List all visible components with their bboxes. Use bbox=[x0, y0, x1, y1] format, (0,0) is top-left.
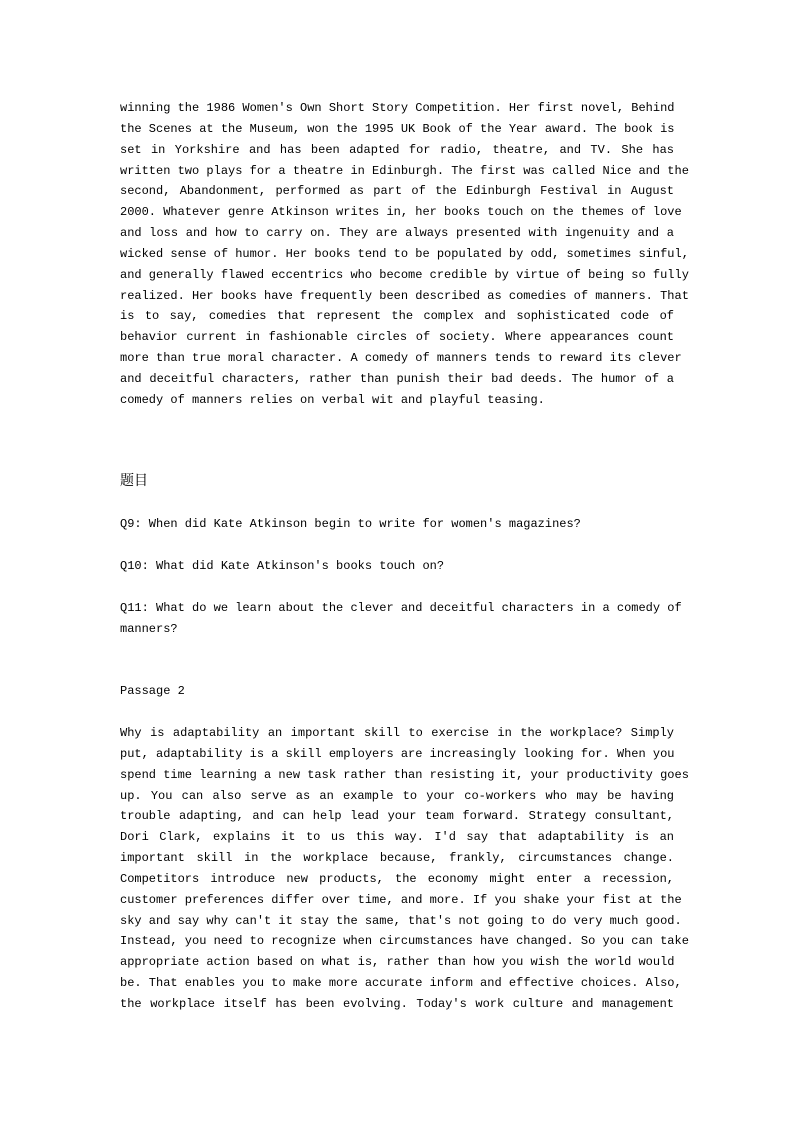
passage-2-title bbox=[120, 681, 674, 702]
text-line: and generally flawed eccentrics who become credible by virtue of being so fully bbox=[120, 267, 689, 282]
text-line: sky and say why can't it stay the same, that's not going to do very much good. bbox=[120, 913, 682, 928]
question-q9 bbox=[120, 514, 674, 535]
question-text: manners? bbox=[120, 621, 178, 636]
text-line: spend time learning a new task rather than resisting it, your productivity goes bbox=[120, 767, 689, 782]
text-line: up. You can also serve as an example to your co-workers who may be having bbox=[120, 788, 674, 803]
text-line: wicked sense of humor. Her books tend to be populated by odd, sometimes sinful, bbox=[120, 246, 689, 261]
text-line: Why is adaptability an important skill to exercise in the workplace? Simply bbox=[120, 726, 674, 740]
question-text: Q11: What do we learn about the clever and deceitful characters in a comedy of bbox=[120, 601, 682, 615]
text-line: trouble adapting, and can help lead your team forward. Strategy consultant, bbox=[120, 809, 674, 824]
text-line: Instead, you need to recognize when circumstances have changed. So you can take bbox=[120, 934, 689, 949]
text-line: written two plays for a theatre in Edinburgh. The first was called Nice and the bbox=[120, 163, 689, 178]
passage-1-body bbox=[120, 98, 689, 411]
text-line: set in Yorkshire and has been adapted for radio, theatre, and TV. She has bbox=[120, 142, 674, 157]
text-line: Dori Clark, explains it to us this way. I'd say that adaptability is an bbox=[120, 830, 674, 845]
text-line: comedy of manners relies on verbal wit and playful teasing. bbox=[120, 392, 545, 407]
question-q11 bbox=[120, 598, 682, 640]
text-line: Competitors introduce new products, the economy might enter a recession, bbox=[120, 871, 674, 886]
question-text: Q10: What did Kate Atkinson's books touch on? bbox=[120, 559, 445, 573]
text-line: the workplace itself has been evolving. Today's work culture and management bbox=[120, 996, 674, 1011]
text-line: be. That enables you to make more accurate inform and effective choices. Also, bbox=[120, 976, 682, 991]
passage-title: Passage 2 bbox=[120, 684, 185, 698]
question-q10 bbox=[120, 556, 674, 577]
text-line: realized. Her books have frequently been described as comedies of manners. That bbox=[120, 288, 689, 303]
text-line: more than true moral character. A comedy of manners tends to reward its clever bbox=[120, 351, 682, 366]
text-line: behavior current in fashionable circles of society. Where appearances count bbox=[120, 330, 674, 345]
text-line: winning the 1986 Women's Own Short Story Competition. Her first novel, Behind bbox=[120, 101, 675, 115]
text-line: customer preferences differ over time, and more. If you shake your fist at the bbox=[120, 892, 682, 907]
questions-heading: 题目 bbox=[120, 473, 148, 489]
text-line: important skill in the workplace because, frankly, circumstances change. bbox=[120, 851, 674, 866]
text-line: appropriate action based on what is, rather than how you wish the world would bbox=[120, 955, 675, 970]
text-line: and deceitful characters, rather than punish their bad deeds. The humor of a bbox=[120, 371, 674, 386]
text-line: and loss and how to carry on. They are always presented with ingenuity and a bbox=[120, 226, 674, 241]
text-line: put, adaptability is a skill employers are increasingly looking for. When you bbox=[120, 746, 675, 761]
text-line: second, Abandonment, performed as part of the Edinburgh Festival in August bbox=[120, 184, 674, 199]
passage-2-body bbox=[120, 723, 689, 1015]
question-text: Q9: When did Kate Atkinson begin to write for women's magazines? bbox=[120, 517, 581, 531]
text-line: is to say, comedies that represent the complex and sophisticated code of bbox=[120, 309, 674, 324]
text-line: the Scenes at the Museum, won the 1995 UK Book of the Year award. The book is bbox=[120, 121, 675, 136]
text-line: 2000. Whatever genre Atkinson writes in, her books touch on the themes of love bbox=[120, 205, 682, 220]
